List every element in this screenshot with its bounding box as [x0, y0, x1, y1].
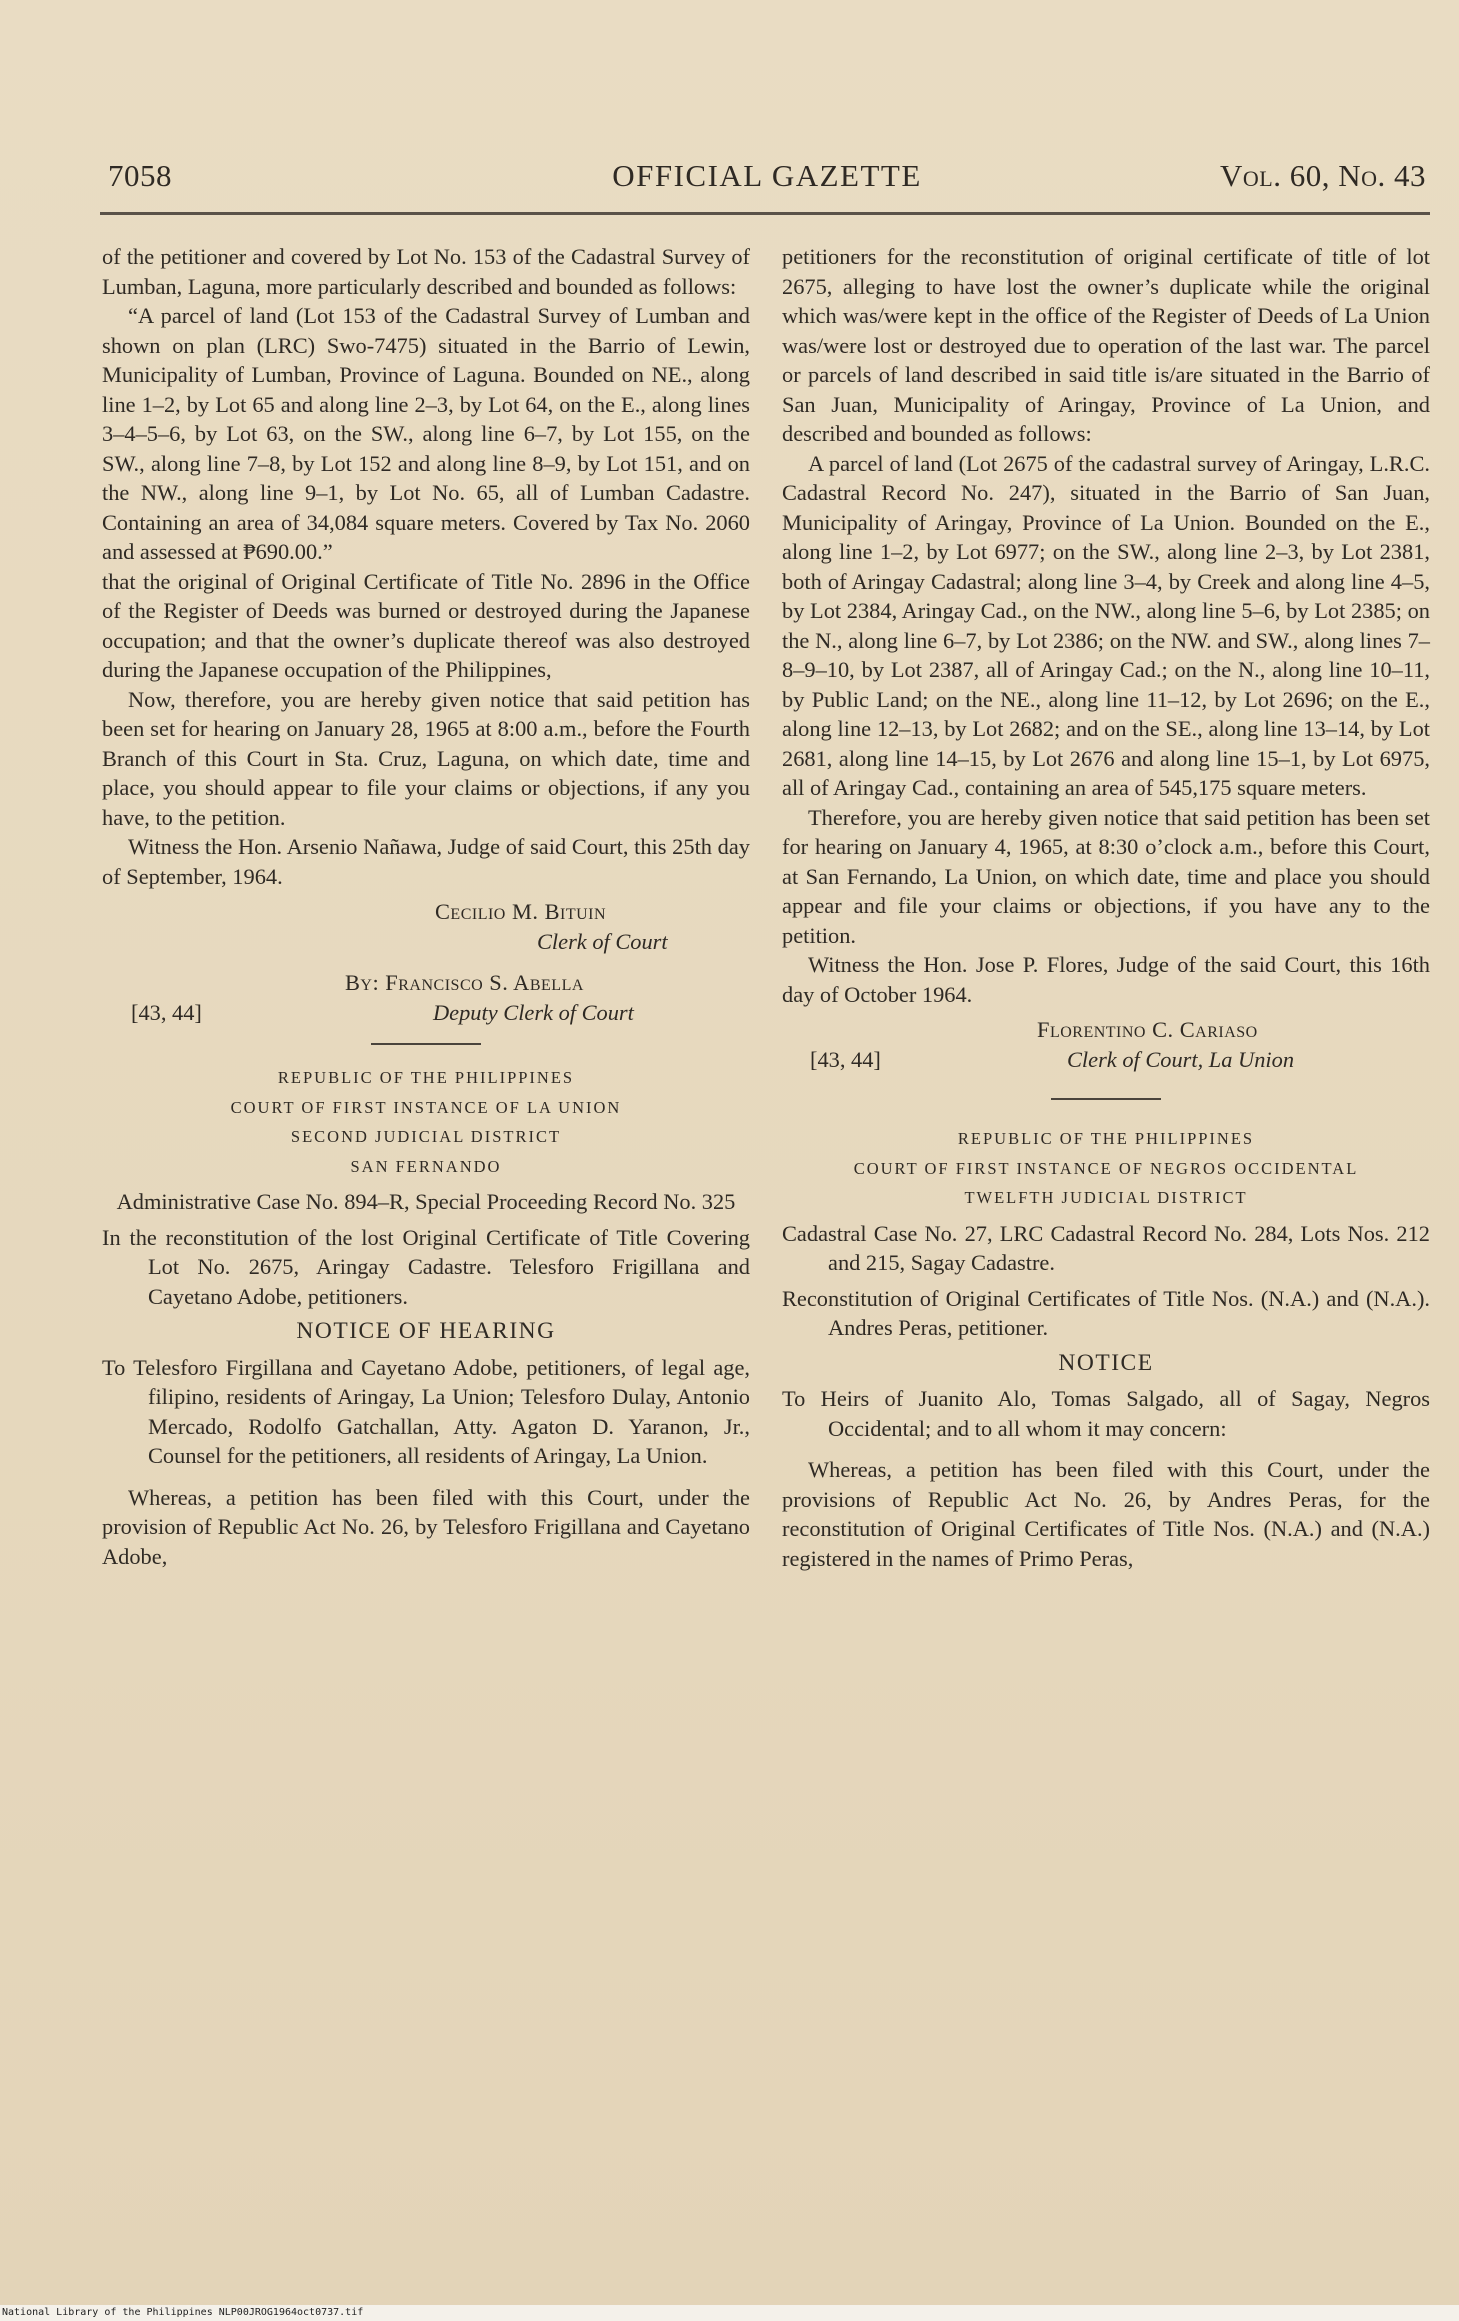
- left-paragraph-1: of the petitioner and covered by Lot No. 153 of the Cadastral Survey of Lumban, Laguna, more particularly described and bounded as follows:: [102, 244, 750, 299]
- court-republic-negros: REPUBLIC OF THE PHILIPPINES: [957, 1129, 1255, 1148]
- deputy-title: Deputy Clerk of Court: [433, 999, 634, 1025]
- notice-addressees: To Telesforo Firgillana and Cayetano Adobe, petitioners, of legal age, filipino, residents of Aringay, La Union; Telesforo Dulay, Antonio Mercado, Rodolfo Gatchallan, Atty. Agaton D. Yaranon, Jr., Counsel for the petitioners, all residents of Aringay, La Union.: [102, 1354, 750, 1468]
- notice-title: NOTICE: [1058, 1349, 1154, 1376]
- right-reference: [43, 44]: [810, 1046, 881, 1072]
- left-witness-paragraph: Witness the Hon. Arsenio Nañawa, Judge of said Court, this 25th day of September, 1964.: [102, 834, 750, 889]
- deputy-name: By: Francisco S. Abella: [345, 970, 584, 995]
- court-location: SAN FERNANDO: [350, 1156, 502, 1176]
- court-district-negros: TWELFTH JUDICIAL DISTRICT: [964, 1188, 1248, 1207]
- section-divider-right: [1051, 1098, 1161, 1100]
- right-witness-paragraph: Witness the Hon. Jose P. Flores, Judge of the said Court, this 16th day of October 1964.: [782, 952, 1430, 1007]
- clerk-title: Clerk of Court: [537, 928, 668, 954]
- section-divider: [371, 1043, 481, 1045]
- scan-footer: National Library of the Philippines NLP00JROG1964oct0737.tif: [0, 2305, 1459, 2321]
- negros-case-matter: Reconstitution of Original Certificates of Title Nos. (N.A.) and (N.A.). Andres Peras, petitioner.: [782, 1285, 1430, 1340]
- negros-case-number: Cadastral Case No. 27, LRC Cadastral Record No. 284, Lots Nos. 212 and 215, Sagay Cadastre.: [782, 1220, 1430, 1275]
- la-union-clerk-name: Florentino C. Cariaso: [1037, 1017, 1258, 1042]
- left-column: [102, 242, 750, 1571]
- court-republic: REPUBLIC OF THE PHILIPPINES: [277, 1068, 575, 1087]
- case-matter: In the reconstitution of the lost Original Certificate of Title Covering Lot No. 2675, Aringay Cadastre. Telesforo Frigillana and Cayetano Adobe, petitioners.: [102, 1224, 750, 1309]
- right-notice-paragraph: Therefore, you are hereby given notice that said petition has been set for hearing on January 4, 1965, at 8:30 o’clock a.m., before this Court, at San Fernando, La Union, on which date, time and place you should appear and file your claims or objections, if you have any to the petition.: [782, 804, 1430, 948]
- page-number: 7058: [108, 158, 172, 193]
- signature-clerk-la-union: [782, 1015, 1430, 1045]
- left-notice-paragraph: Now, therefore, you are hereby given notice that said petition has been set for hearing on January 28, 1965 at 8:00 a.m., before the Fourth Branch of this Court in Sta. Cruz, Laguna, on which date, time and place, you should appear to file your claims or objections, if any you have, to the petition.: [102, 686, 750, 830]
- publication-title: OFFICIAL GAZETTE: [612, 158, 922, 193]
- court-district: SECOND JUDICIAL DISTRICT: [290, 1127, 562, 1146]
- notice-of-hearing-title: NOTICE OF HEARING: [296, 1318, 556, 1344]
- negros-notice-addressees: To Heirs of Juanito Alo, Tomas Salgado, all of Sagay, Negros Occidental; and to all whom it may concern:: [782, 1386, 1430, 1441]
- court-name: COURT OF FIRST INSTANCE OF LA UNION: [230, 1097, 622, 1117]
- right-paragraph-1: petitioners for the reconstitution of original certificate of title of lot 2675, alleging to have lost the owner’s duplicate while the original which was/were kept in the office of the Register of Deeds of La Union was/were lost or destroyed due to operation of the last war. The parcel or parcels of land described in said title is/are situated in the Barrio of San Juan, Municipality of Aringay, Province of La Union, and described and bounded as follows:: [782, 244, 1430, 446]
- left-whereas-paragraph: Whereas, a petition has been filed with this Court, under the provision of Republic Act No. 26, by Telesforo Frigillana and Cayetano Adobe,: [102, 1484, 750, 1569]
- la-union-clerk-title: Clerk of Court, La Union: [1067, 1046, 1295, 1072]
- case-number: Administrative Case No. 894–R, Special Proceeding Record No. 325: [116, 1189, 736, 1214]
- left-paragraph-3: that the original of Original Certificate of Title No. 2896 in the Office of the Register of Deeds was burned or destroyed during the Japanese occupation; and that the owner’s duplicate thereof was also destroyed during the Japanese occupation of the Philippines,: [102, 568, 750, 682]
- right-lot-description: A parcel of land (Lot 2675 of the cadastral survey of Aringay, L.R.C. Cadastral Record No. 247), situated in the Barrio of San Juan, Municipality of Aringay, Province of La Union. Bounded on the E., along line 1–2, by Lot 6977; on the SW., along line 2–3, by Lot 2381, both of Aringay Cadastral; along line 3–4, by Creek and along line 4–5, by Lot 2384, Aringay Cad., on the NW., along line 5–6, by Lot 2385; on the N., along line 6–7, by Lot 2386; on the NW. and SW., along lines 7–8–9–10, by Lot 2387, all of Aringay Cad.; on the N., along line 10–11, by Public Land; on the NE., along line 11–12, by Lot 2696; on the E., along line 12–13, by Lot 2682; and on the SE., along line 13–14, by Lot 2681, along line 14–15, by Lot 2676 and along line 15–1, by Lot 6975, all of Aringay Cad., containing an area of 545,175 square meters.: [782, 450, 1430, 800]
- court-name-negros: COURT OF FIRST INSTANCE OF NEGROS OCCIDENTAL: [853, 1158, 1359, 1178]
- left-reference: [43, 44]: [131, 999, 202, 1025]
- signature-clerk: [102, 897, 750, 927]
- left-lot-description: “A parcel of land (Lot 153 of the Cadastral Survey of Lumban and shown on plan (LRC) Swo-7475) situated in the Barrio of Lewin, Municipality of Lumban, Province of Laguna. Bounded on NE., along line 1–2, by Lot 65 and along line 2–3, by Lot 64, on the E., along lines 3–4–5–6, by Lot 63, on the SW., along line 6–7, by Lot 155, on the SW., along line 7–8, by Lot 152 and along line 8–9, by Lot 151, and on the NW., along line 9–1, by Lot No. 65, all of Lumban Cadastre. Containing an area of 34,084 square meters. Covered by Tax No. 2060 and assessed at ₱690.00.”: [102, 303, 750, 564]
- clerk-name: Cecilio M. Bituin: [435, 899, 607, 924]
- signature-deputy: [102, 968, 750, 998]
- right-column: [782, 242, 1430, 1573]
- volume-number: Vol. 60, No. 43: [1220, 158, 1426, 193]
- right-whereas-paragraph: Whereas, a petition has been filed with this Court, under the provisions of Republic Act No. 26, by Andres Peras, for the reconstitution of Original Certificates of Title Nos. (N.A.) and (N.A.) registered in the names of Primo Peras,: [782, 1457, 1430, 1571]
- page-header: [108, 158, 1426, 202]
- header-rule: [100, 212, 1430, 215]
